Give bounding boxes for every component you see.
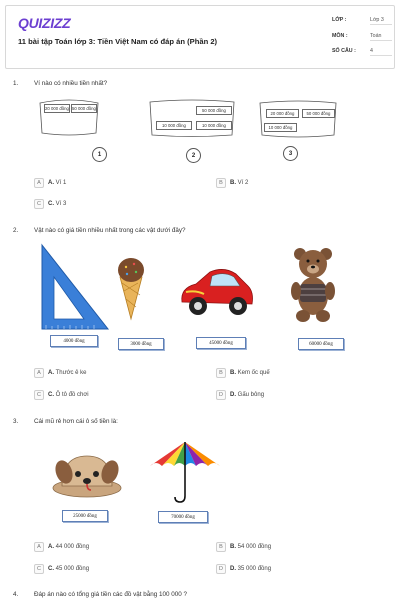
option-text: Ví 1	[55, 179, 67, 186]
meta-value-subject: Toán	[370, 33, 392, 41]
meta-label-grade: LỚP :	[332, 17, 347, 23]
option-key: A.	[48, 543, 54, 550]
price-tag-ice-cream: 3000 đồng	[118, 338, 164, 350]
meta-value-grade: Lớp 3	[370, 17, 392, 25]
wallet-3-bill-3: 10 000 đồng	[264, 123, 297, 132]
wallet-2-bill-3: 10 000 đồng	[196, 121, 232, 130]
q1-option-b[interactable]	[216, 177, 248, 188]
price-tag-hat: 25000 đồng	[62, 510, 108, 522]
question-3-number: 3.	[13, 418, 19, 425]
wallet-1-bill-1: 20 000 đồng	[45, 106, 69, 111]
meta-label-count: SỐ CÂU :	[332, 48, 356, 54]
option-text: Thước ê ke	[55, 369, 87, 376]
option-text: Ô tô đồ chơi	[55, 391, 89, 398]
option-letter-badge: B	[216, 178, 226, 188]
toy-car-icon	[176, 262, 256, 320]
question-3-text: Cái mũ rẻ hơn cái ô số tiền là:	[34, 418, 118, 425]
option-key: C.	[48, 391, 54, 398]
wallet-2-bill-1: 50 000 đồng	[196, 106, 232, 115]
option-text: 35 000 đồng	[237, 565, 272, 572]
option-letter-badge: A	[34, 178, 44, 188]
q2-option-a[interactable]	[34, 367, 87, 378]
wallet-1-label: 1	[92, 147, 107, 162]
option-text: Gấu bông	[237, 391, 265, 398]
option-key: C.	[48, 200, 54, 207]
option-key: D.	[230, 391, 236, 398]
option-letter-badge: C	[34, 199, 44, 209]
q3-option-b[interactable]	[216, 541, 271, 552]
set-square-icon	[38, 243, 110, 335]
wallet-3-bill-2: 50 000 đồng	[302, 109, 335, 118]
umbrella-icon	[148, 440, 222, 504]
question-1-number: 1.	[13, 80, 19, 87]
wallet-2-label: 2	[186, 148, 201, 163]
price-tag-toy-car: 45000 đồng	[196, 337, 246, 349]
option-key: B.	[230, 543, 236, 550]
option-text: Kem ốc quế	[237, 369, 270, 376]
q3-option-d[interactable]	[216, 563, 271, 574]
quizizz-logo: QUIZIZZ	[18, 15, 71, 31]
q3-option-c[interactable]	[34, 563, 89, 574]
option-letter-badge: D	[216, 390, 226, 400]
wallet-3	[258, 99, 338, 139]
price-tag-umbrella: 70000 đồng	[158, 511, 208, 523]
option-text: Ví 2	[237, 179, 249, 186]
wallet-outline-icon	[38, 97, 100, 137]
wallet-1	[38, 97, 100, 137]
q2-option-b[interactable]	[216, 367, 270, 378]
question-2-number: 2.	[13, 227, 19, 234]
dog-hat-icon	[50, 450, 124, 500]
q1-option-a[interactable]	[34, 177, 66, 188]
meta-label-subject: MÔN :	[332, 33, 348, 39]
wallet-outline-icon	[258, 99, 338, 139]
wallet-3-bill-1: 20 000 đồng	[266, 109, 299, 118]
option-text: 54 000 đồng	[237, 543, 272, 550]
option-text: Ví 3	[55, 200, 67, 207]
option-text: 44 000 đồng	[55, 543, 90, 550]
question-1-text: Ví nào có nhiều tiền nhất?	[34, 80, 108, 87]
option-key: B.	[230, 179, 236, 186]
q2-option-d[interactable]	[216, 389, 264, 400]
option-letter-badge: C	[34, 564, 44, 574]
option-key: A.	[48, 179, 54, 186]
wallet-3-label: 3	[283, 146, 298, 161]
question-2-text: Vật nào có giá tiền nhiều nhất trong các vật dưới đây?	[34, 227, 186, 234]
wallet-outline-icon	[148, 98, 236, 138]
option-key: A.	[48, 369, 54, 376]
option-letter-badge: D	[216, 564, 226, 574]
wallet-2	[148, 98, 236, 138]
page-title: 11 bài tập Toán lớp 3: Tiền Việt Nam có đáp án (Phần 2)	[18, 37, 218, 46]
question-4-text: Đáp án nào có tổng giá tiền các đồ vật bằng 100 000 ?	[34, 591, 187, 598]
wallet-1-bill-2: 50 000 đồng	[72, 106, 96, 111]
option-letter-badge: A	[34, 368, 44, 378]
teddy-bear-icon	[288, 244, 338, 324]
q1-option-c[interactable]	[34, 198, 66, 209]
option-letter-badge: C	[34, 390, 44, 400]
option-letter-badge: B	[216, 368, 226, 378]
option-key: D.	[230, 565, 236, 572]
q3-option-a[interactable]	[34, 541, 89, 552]
q2-option-c[interactable]	[34, 389, 89, 400]
option-letter-badge: A	[34, 542, 44, 552]
worksheet-header	[5, 5, 395, 69]
price-tag-set-square: 4000 đồng	[50, 335, 98, 347]
option-key: C.	[48, 565, 54, 572]
option-text: 45 000 đồng	[55, 565, 90, 572]
question-4-number: 4.	[13, 591, 19, 598]
meta-value-count: 4	[370, 48, 392, 56]
ice-cream-cone-icon	[114, 255, 148, 321]
wallet-2-bill-2: 10 000 đồng	[156, 121, 192, 130]
price-tag-teddy-bear: 60000 đồng	[298, 338, 344, 350]
option-key: B.	[230, 369, 236, 376]
option-letter-badge: B	[216, 542, 226, 552]
